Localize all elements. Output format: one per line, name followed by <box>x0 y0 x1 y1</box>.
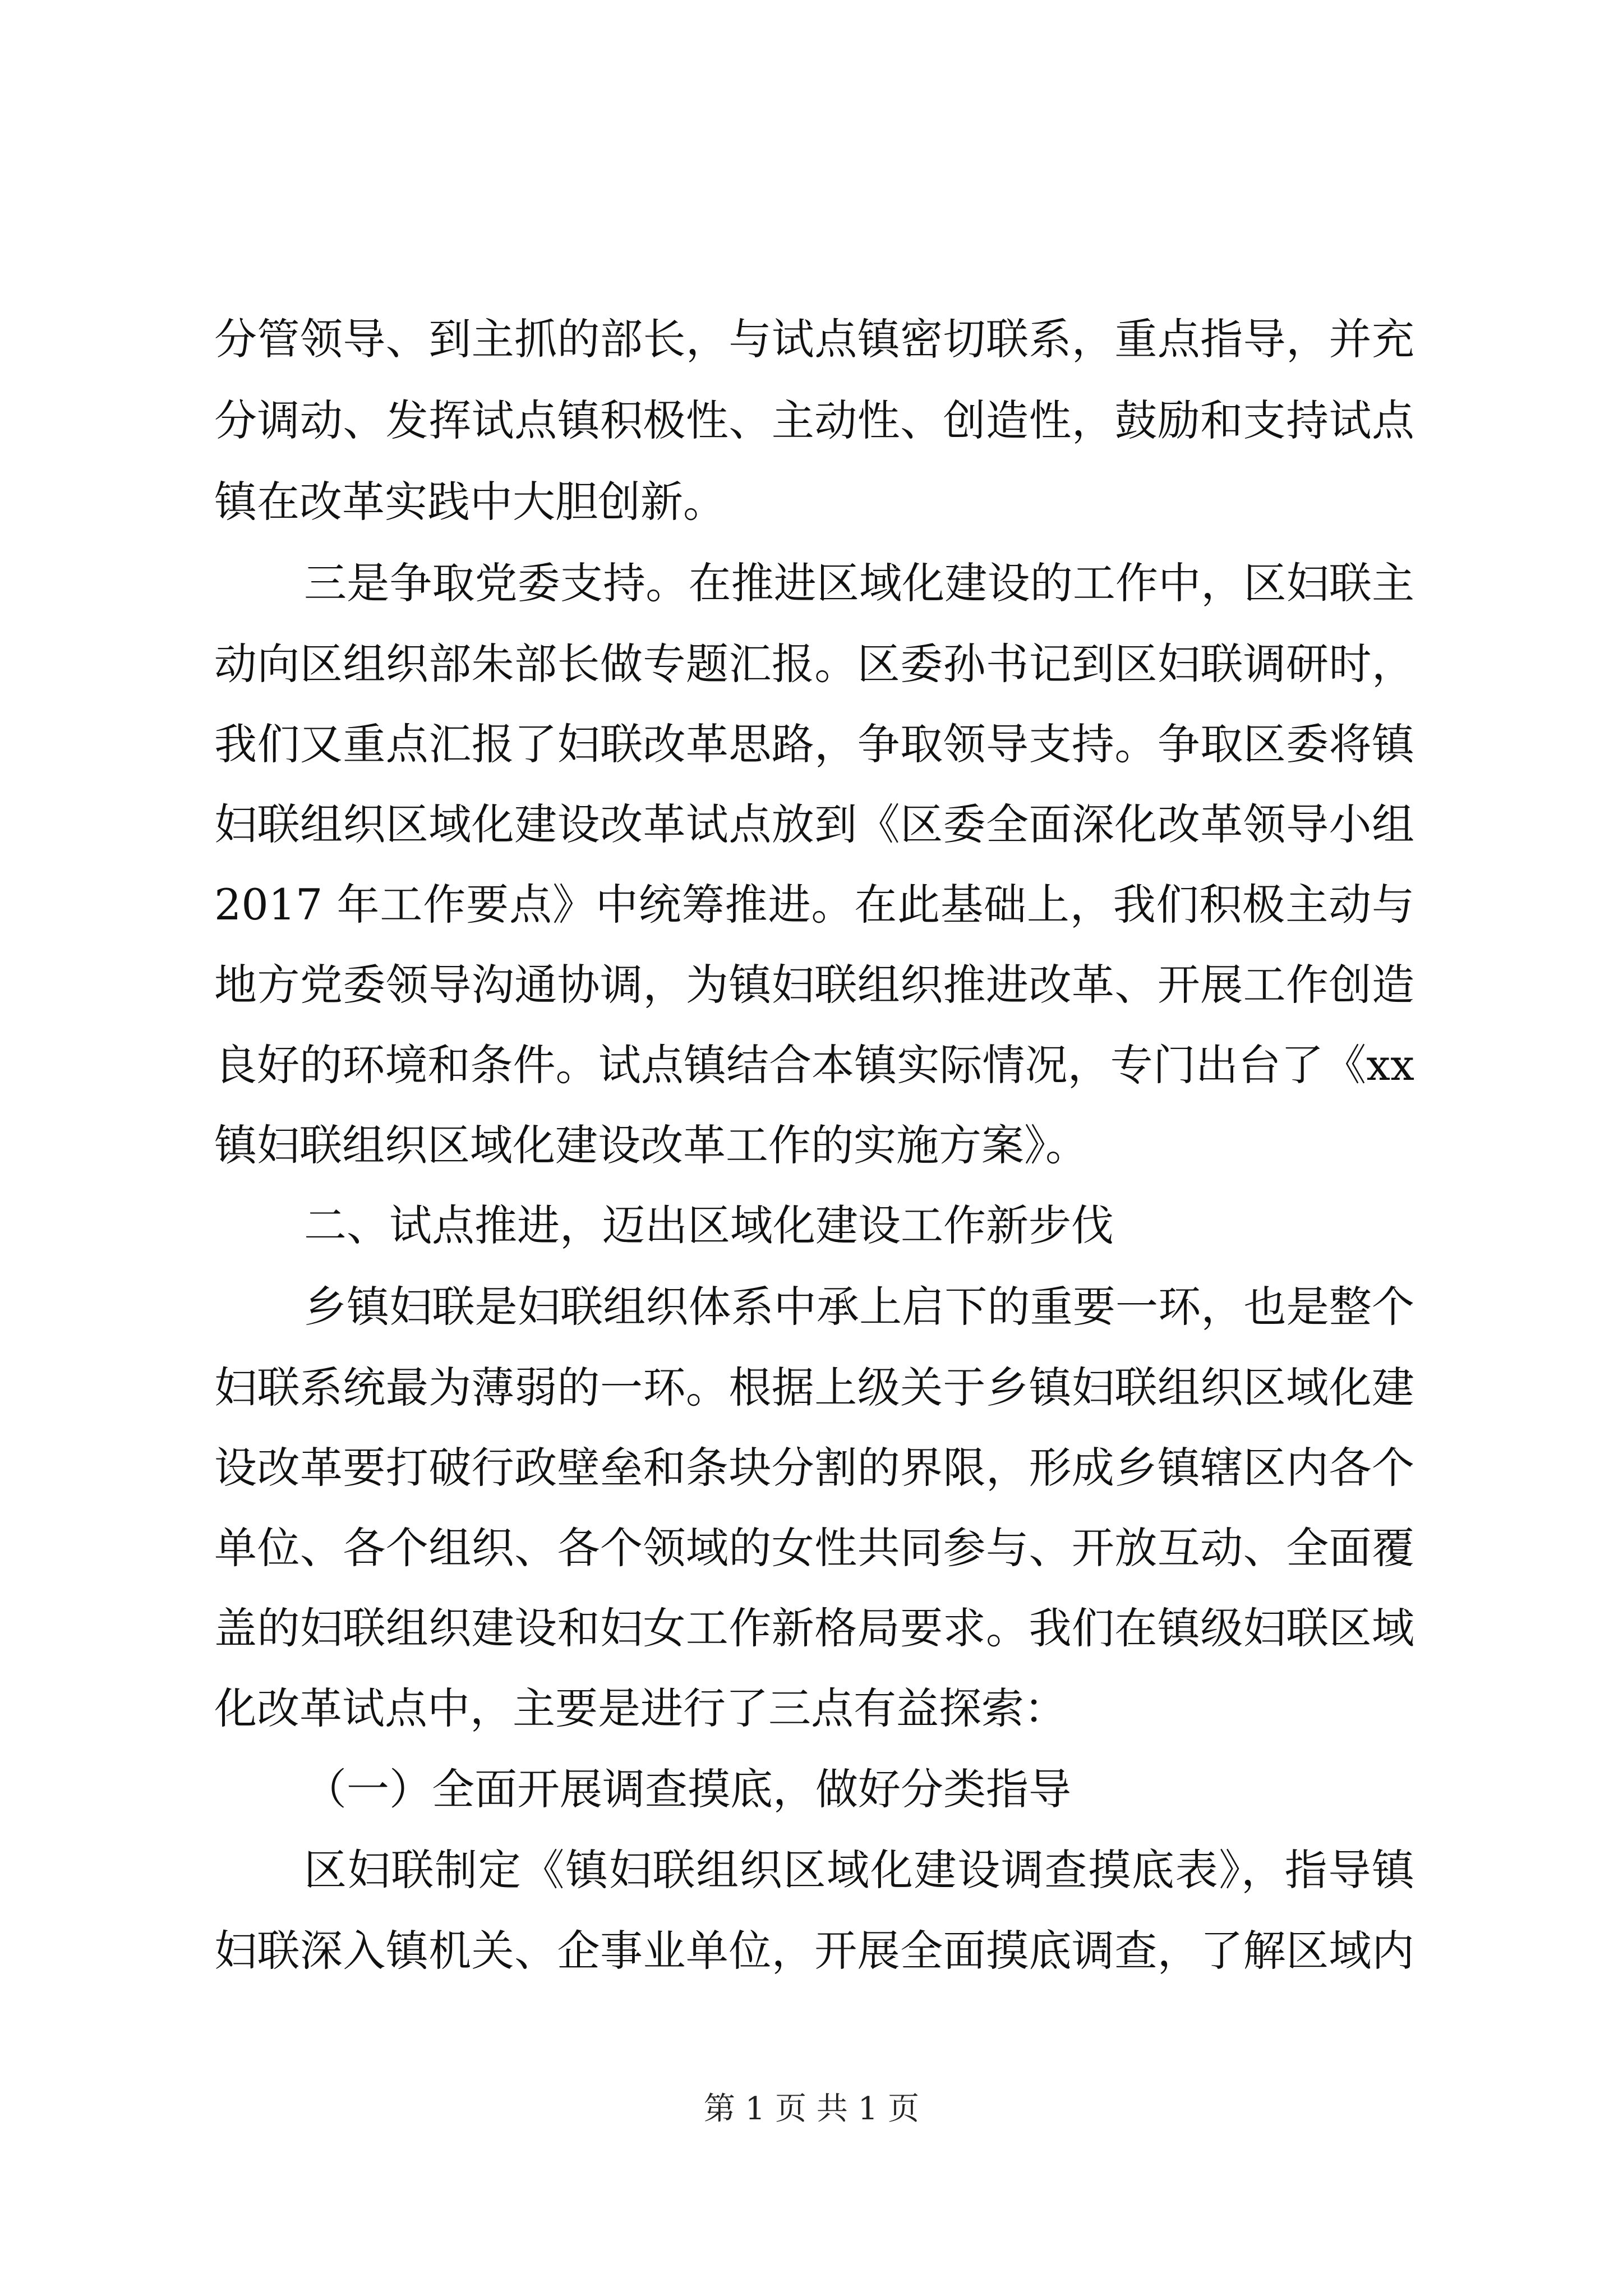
text-line-15: 设改革要打破行政壁垒和条块分割的界限，形成乡镇辖区内各个 <box>214 1443 1414 1493</box>
text-line-1: 分管领导、到主抓的部长，与试点镇密切联系，重点指导，并充 <box>214 314 1414 364</box>
text-line-5: 动向区组织部朱部长做专题汇报。区委孙书记到区妇联调研时， <box>214 639 1414 689</box>
page-footer: 第 1 页 共 1 页 <box>703 2091 920 2127</box>
text-line-20: 区妇联制定《镇妇联组织区域化建设调查摸底表》，指导镇 <box>304 1845 1414 1895</box>
text-line-7: 妇联组织区域化建设改革试点放到《区委全面深化改革领导小组 <box>214 799 1414 849</box>
text-line-8: 2017 年工作要点》中统筹推进。在此基础上，我们积极主动与 <box>214 880 1414 930</box>
text-line-14: 妇联系统最为薄弱的一环。根据上级关于乡镇妇联组织区域化建 <box>214 1363 1414 1412</box>
text-line-3: 镇在改革实践中大胆创新。 <box>214 477 726 527</box>
text-line-16: 单位、各个组织、各个领域的女性共同参与、开放互动、全面覆 <box>214 1523 1414 1573</box>
text-line-21: 妇联深入镇机关、企事业单位，开展全面摸底调查，了解区域内 <box>214 1926 1414 1976</box>
text-line-4: 三是争取党委支持。在推进区域化建设的工作中，区妇联主 <box>304 558 1414 608</box>
text-line-2: 分调动、发挥试点镇积极性、主动性、创造性，鼓励和支持试点 <box>214 395 1414 445</box>
text-line-11: 镇妇联组织区域化建设改革工作的实施方案》。 <box>214 1120 1088 1170</box>
text-line-10: 良好的环境和条件。试点镇结合本镇实际情况，专门出台了《xx <box>214 1040 1414 1090</box>
subsection-heading: （一）全面开展调查摸底，做好分类指导 <box>304 1764 1071 1814</box>
section-heading: 二、试点推进，迈出区域化建设工作新步伐 <box>304 1200 1114 1250</box>
text-line-6: 我们又重点汇报了妇联改革思路，争取领导支持。争取区委将镇 <box>214 719 1414 769</box>
text-line-18: 化改革试点中，主要是进行了三点有益探索： <box>214 1683 1067 1733</box>
text-line-13: 乡镇妇联是妇联组织体系中承上启下的重要一环，也是整个 <box>304 1282 1414 1332</box>
text-line-9: 地方党委领导沟通协调，为镇妇联组织推进改革、开展工作创造 <box>214 960 1414 1010</box>
text-line-17: 盖的妇联组织建设和妇女工作新格局要求。我们在镇级妇联区域 <box>214 1603 1414 1653</box>
